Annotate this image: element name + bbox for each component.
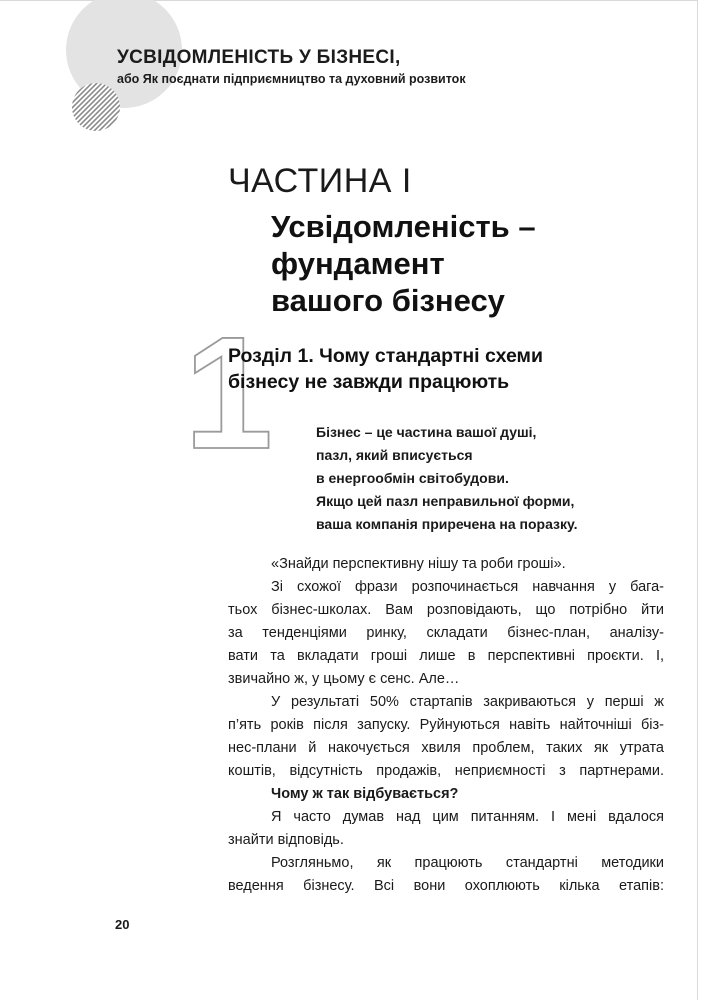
body-line: Розгляньмо, як працюють стандартні методики <box>271 855 664 871</box>
page-number: 20 <box>115 917 130 932</box>
body-line: тьох бізнес-школах. Вам розповідають, що потрібно йти <box>228 602 664 618</box>
body-line: знайти відповідь. <box>228 832 344 848</box>
epigraph-line: в енергообмін світобудови. <box>316 470 509 486</box>
epigraph-line: пазл, який вписується <box>316 447 473 463</box>
part-title-line: вашого бізнесу <box>271 283 505 318</box>
chapter-number-glyph: 1 <box>184 303 273 482</box>
body-line: Чому ж так відбувається? <box>271 786 459 802</box>
epigraph <box>316 421 577 536</box>
body-line: «Знайди перспективну нішу та роби гроші». <box>271 556 566 572</box>
part-title-line: Усвідомленість – <box>271 209 536 244</box>
body-line: п’ять років після запуску. Руйнуються навіть найточніші біз- <box>228 717 664 733</box>
body-line: Зі схожої фрази розпочинається навчання у бага- <box>271 579 664 595</box>
body-line: звичайно ж, у цьому є сенс. Але… <box>228 671 460 687</box>
body-line: коштів, відсутність продажів, неприємності з партнерами. <box>228 763 664 779</box>
body-line: У результаті 50% стартапів закриваються у перші ж <box>271 694 664 710</box>
body-line: вати та вкладати гроші лише в перспективні проєкти. І, <box>228 648 664 664</box>
body-line: за тенденціями ринку, складати бізнес-план, аналізу- <box>228 625 664 641</box>
epigraph-line: Бізнес – це частина вашої душі, <box>316 424 537 440</box>
running-header-title: УСВІДОМЛЕНІСТЬ У БІЗНЕСІ, <box>117 47 401 68</box>
body-line: нес-плани й накочується хвиля проблем, таких як утрата <box>228 740 664 756</box>
part-title-line: фундамент <box>271 246 445 281</box>
epigraph-line: ваша компанія приречена на поразку. <box>316 516 578 532</box>
part-label: ЧАСТИНА І <box>228 162 412 200</box>
epigraph-line: Якщо цей пазл неправильної форми, <box>316 493 575 509</box>
part-title <box>271 208 536 319</box>
chapter-title <box>228 343 543 395</box>
chapter-title-line: Розділ 1. Чому стандартні схеми <box>228 345 543 367</box>
chapter-title-line: бізнесу не завжди працюють <box>228 371 510 393</box>
running-header-subtitle: або Як поєднати підприємництво та духовний розвиток <box>117 72 466 86</box>
body-line: ведення бізнесу. Всі вони охоплюють кілька етапів: <box>228 878 664 894</box>
body-line: Я часто думав над цим питанням. І мені вдалося <box>271 809 664 825</box>
body-text <box>228 553 664 898</box>
